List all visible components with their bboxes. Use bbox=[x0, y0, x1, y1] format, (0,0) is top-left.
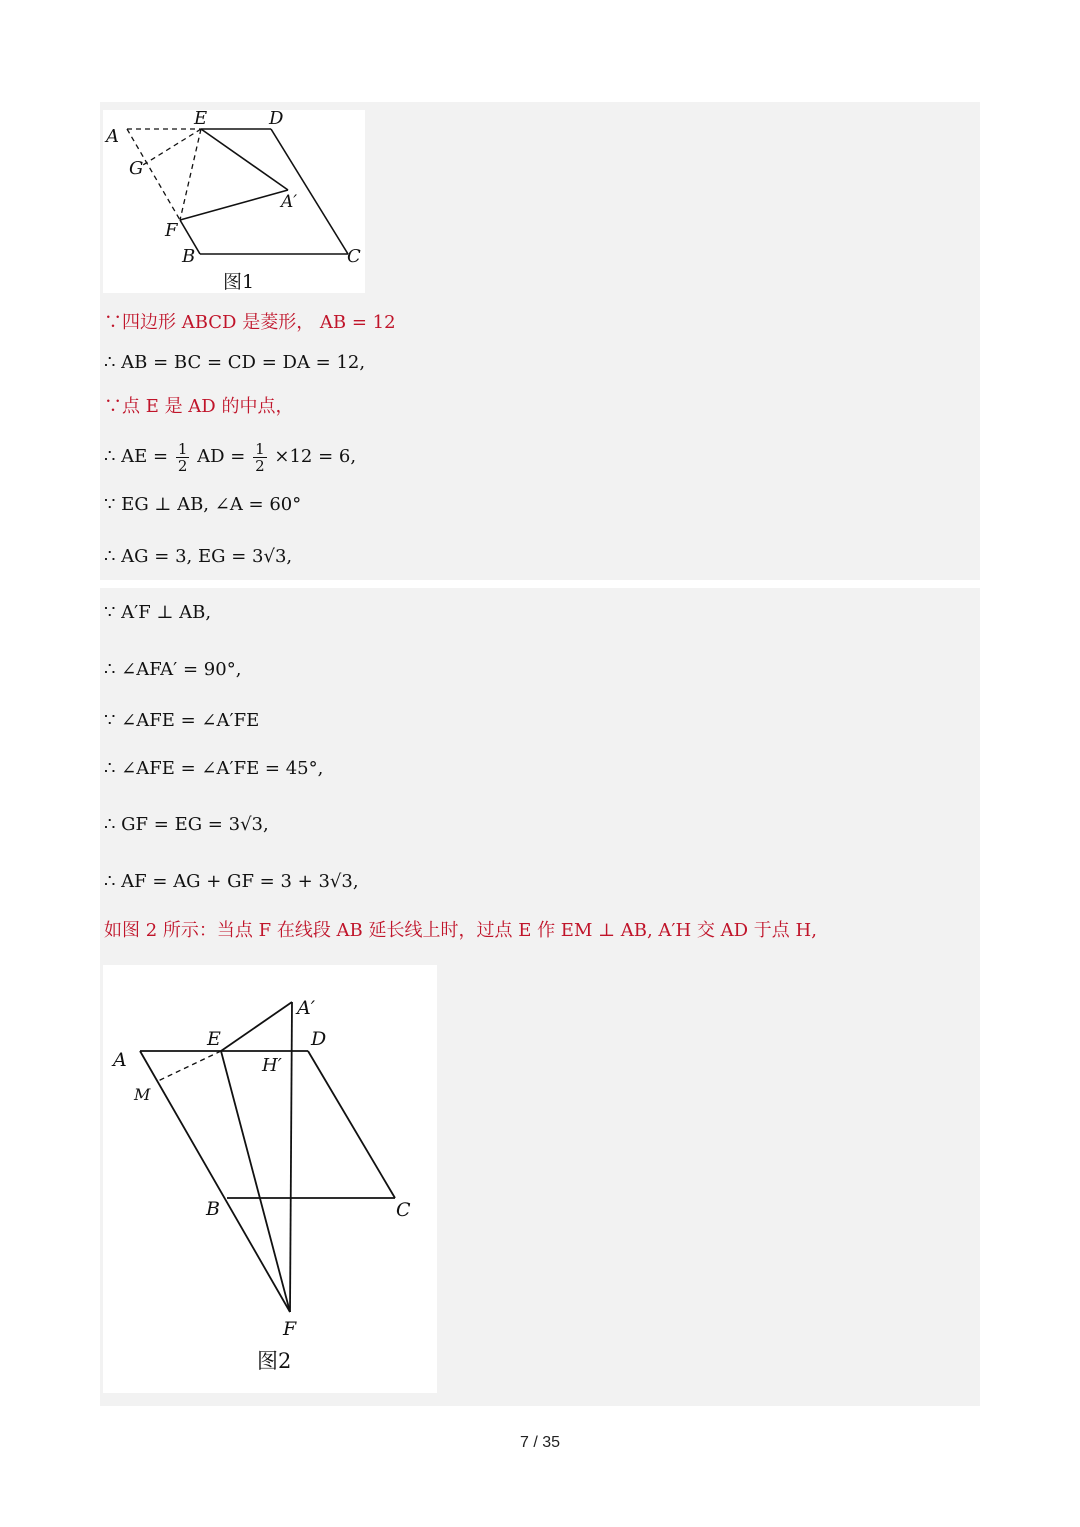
proof-line-4-a: ∴ AE = bbox=[104, 446, 169, 467]
label-M: M bbox=[134, 1085, 151, 1104]
fraction-half-2 bbox=[253, 441, 267, 474]
label-B: B bbox=[206, 1198, 220, 1220]
segment-EF bbox=[221, 1051, 290, 1312]
segment-A-prime-F bbox=[290, 1002, 292, 1312]
proof-line-3: ∵点 E 是 AD 的中点， bbox=[104, 396, 294, 417]
label-G: G bbox=[129, 158, 144, 179]
proof-line-4 bbox=[104, 438, 356, 476]
proof-line-6: ∴ AG = 3, EG = 3√3, bbox=[104, 546, 293, 567]
figure-1 bbox=[103, 110, 365, 293]
segment-AF bbox=[140, 1051, 290, 1312]
fraction-num: 1 bbox=[255, 439, 265, 458]
dashed-EM bbox=[158, 1051, 221, 1081]
proof-line-1: ∵四边形 ABCD 是菱形， AB = 12 bbox=[104, 312, 396, 333]
label-A: A bbox=[106, 126, 119, 147]
figure-2-caption: 图2 bbox=[257, 1349, 292, 1373]
proof-line-4-b: AD = bbox=[197, 446, 246, 467]
segment-EA-prime bbox=[201, 129, 288, 190]
figure-2-diagram bbox=[103, 965, 437, 1393]
label-A-prime: A′ bbox=[281, 192, 298, 212]
fraction-half-1 bbox=[176, 441, 190, 474]
segment-DC bbox=[308, 1051, 395, 1198]
fraction-den: 2 bbox=[255, 456, 265, 475]
label-A-prime: A′ bbox=[297, 997, 316, 1019]
label-E: E bbox=[194, 110, 208, 129]
proof-line-8: ∴ ∠AFA′ = 90°, bbox=[104, 659, 242, 680]
figure-1-diagram bbox=[103, 110, 365, 293]
segment-A-prime-F bbox=[180, 190, 288, 220]
figure-2 bbox=[103, 965, 437, 1393]
proof-line-12: ∴ AF = AG + GF = 3 + 3√3, bbox=[104, 871, 359, 892]
label-H-prime: H′ bbox=[262, 1055, 282, 1076]
label-D: D bbox=[269, 110, 284, 129]
proof-line-9: ∵ ∠AFE = ∠A′FE bbox=[104, 710, 260, 731]
label-D: D bbox=[311, 1028, 327, 1050]
dashed-EF bbox=[180, 129, 201, 220]
page-number: 7 / 35 bbox=[519, 1434, 561, 1451]
dashed-EG bbox=[143, 129, 201, 165]
label-E: E bbox=[207, 1028, 221, 1050]
label-C: C bbox=[396, 1199, 411, 1221]
proof-line-7: ∵ A′F ⊥ AB, bbox=[104, 602, 212, 623]
proof-line-13: 如图 2 所示：当点 F 在线段 AB 延长线上时，过点 E 作 EM ⊥ AB, A′H 交 AD 于点 H, bbox=[104, 920, 817, 941]
label-F: F bbox=[283, 1318, 297, 1340]
label-C: C bbox=[347, 246, 361, 267]
proof-line-11: ∴ GF = EG = 3√3, bbox=[104, 814, 269, 835]
segment-EA-prime bbox=[221, 1002, 292, 1051]
label-A: A bbox=[113, 1049, 127, 1071]
fraction-den: 2 bbox=[177, 456, 188, 475]
figure-1-caption: 图1 bbox=[223, 271, 255, 293]
proof-line-4-c: ×12 = 6, bbox=[274, 446, 357, 467]
label-B: B bbox=[182, 246, 196, 267]
proof-line-10: ∴ ∠AFE = ∠A′FE = 45°, bbox=[104, 758, 324, 779]
fraction-num: 1 bbox=[177, 439, 188, 458]
label-F: F bbox=[165, 220, 178, 241]
proof-line-5: ∵ EG ⊥ AB, ∠A = 60° bbox=[104, 494, 302, 515]
proof-line-2: ∴ AB = BC = CD = DA = 12, bbox=[104, 352, 366, 373]
